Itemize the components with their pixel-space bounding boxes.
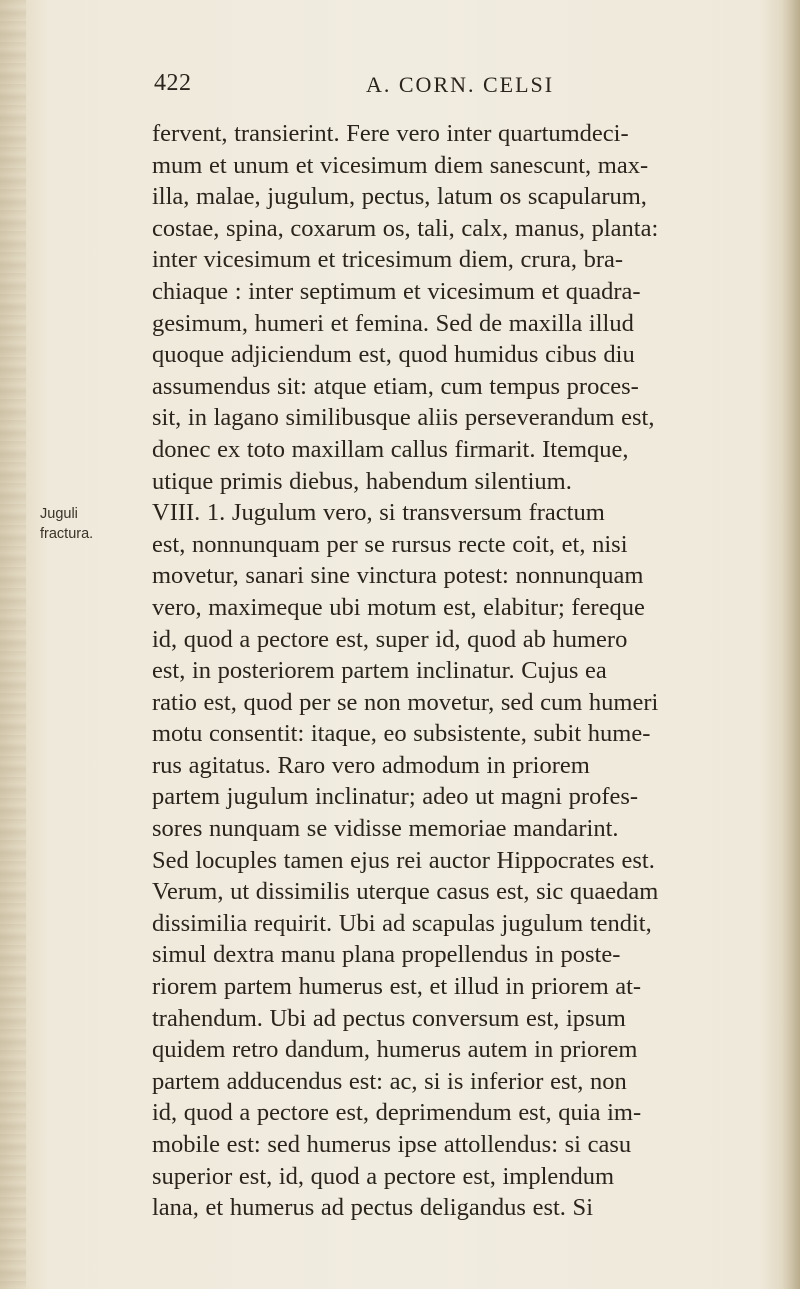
text-line: ratio est, quod per se non movetur, sed cum humeri bbox=[152, 688, 659, 716]
text-line: id, quod a pectore est, deprimendum est, quia im- bbox=[152, 1099, 642, 1127]
text-line: mum et unum et vicesimum diem sanescunt, max- bbox=[152, 151, 649, 179]
marginal-note-line: fractura. bbox=[40, 526, 94, 542]
text-line: id, quod a pectore est, super id, quod ab humero bbox=[152, 625, 628, 653]
text-line: gesimum, humeri et femina. Sed de maxilla illud bbox=[152, 309, 634, 337]
text-line: motu consentit: itaque, eo subsistente, subit hume- bbox=[152, 720, 651, 748]
text-line: assumendus sit: atque etiam, cum tempus proces- bbox=[152, 372, 639, 400]
text-line: inter vicesimum et tricesimum diem, crura, bra- bbox=[152, 246, 624, 274]
text-line: est, in posteriorem partem inclinatur. Cujus ea bbox=[152, 657, 607, 685]
page-gutter-shadow bbox=[0, 0, 26, 1289]
text-line: superior est, id, quod a pectore est, implendum bbox=[152, 1162, 615, 1190]
text-line: riorem partem humerus est, et illud in priorem at- bbox=[152, 973, 642, 1001]
text-line: simul dextra manu plana propellendus in poste- bbox=[152, 941, 621, 969]
page-number: 422 bbox=[154, 70, 192, 96]
text-line: Sed locuples tamen ejus rei auctor Hippocrates est. bbox=[152, 846, 655, 874]
text-line: donec ex toto maxillam callus firmarit. Itemque, bbox=[152, 435, 629, 463]
text-line: costae, spina, coxarum os, tali, calx, manus, planta: bbox=[152, 214, 659, 242]
text-line: fervent, transierint. Fere vero inter quartumdeci- bbox=[152, 120, 629, 147]
running-head bbox=[154, 70, 754, 104]
text-line: dissimilia requirit. Ubi ad scapulas jugulum tendit, bbox=[152, 909, 652, 937]
marginal-note-line: Juguli bbox=[40, 506, 78, 522]
text-line: trahendum. Ubi ad pectus conversum est, ipsum bbox=[152, 1004, 626, 1032]
text-line: Verum, ut dissimilis uterque casus est, sic quaedam bbox=[152, 878, 659, 906]
text-line: rus agitatus. Raro vero admodum in priorem bbox=[152, 751, 590, 779]
text-line: sit, in lagano similibusque aliis perseverandum est, bbox=[152, 404, 655, 432]
text-line: sores nunquam se vidisse memoriae mandarint. bbox=[152, 815, 619, 843]
text-line: mobile est: sed humerus ipse attollendus: si casu bbox=[152, 1131, 632, 1158]
text-line: quidem retro dandum, humerus autem in priorem bbox=[152, 1036, 638, 1064]
body-text bbox=[152, 118, 762, 1224]
text-line: partem jugulum inclinatur; adeo ut magni profes- bbox=[152, 783, 639, 811]
page-edge-shadow bbox=[782, 0, 800, 1289]
text-line: lana, et humerus ad pectus deligandus est. Si bbox=[152, 1194, 593, 1222]
text-line: est, nonnunquam per se rursus recte coit, et, nisi bbox=[152, 530, 628, 558]
text-line: vero, maximeque ubi motum est, elabitur; fereque bbox=[152, 593, 645, 621]
text-line: partem adducendus est: ac, si is inferior est, non bbox=[152, 1067, 627, 1095]
text-line: quoque adjiciendum est, quod humidus cibus diu bbox=[152, 341, 635, 369]
text-line: VIII. 1. Jugulum vero, si transversum fractum bbox=[152, 499, 605, 527]
text-line: movetur, sanari sine vinctura potest: nonnunquam bbox=[152, 562, 644, 590]
text-line: utique primis diebus, habendum silentium. bbox=[152, 467, 572, 495]
text-line: illa, malae, jugulum, pectus, latum os scapularum, bbox=[152, 183, 647, 211]
text-line: chiaque : inter septimum et vicesimum et quadra- bbox=[152, 277, 641, 305]
marginal-note bbox=[40, 504, 120, 544]
running-title: A. CORN. CELSI bbox=[366, 72, 555, 97]
